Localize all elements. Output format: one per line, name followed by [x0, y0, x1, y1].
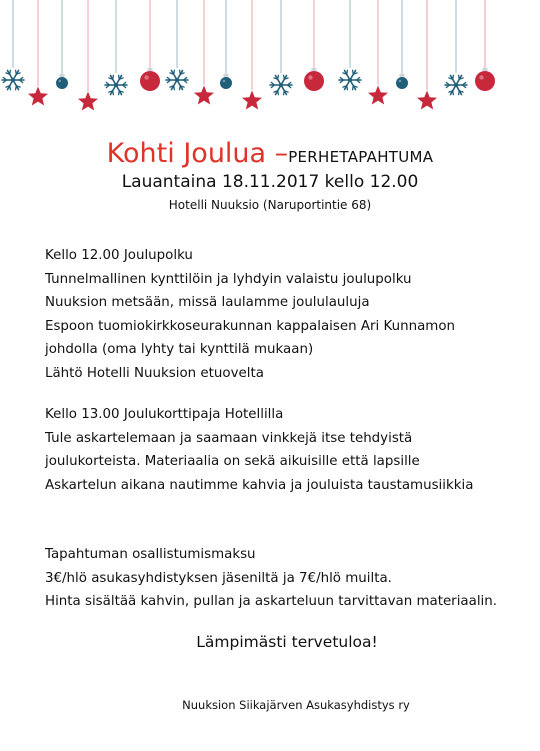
event-venue: Hotelli Nuuksio (Naruportintie 68)	[168, 198, 372, 212]
text-line: Askartelun aikana nautimme kahvia ja jouluista taustamusiikkia	[45, 477, 474, 493]
snowflake-icon	[2, 0, 24, 90]
snowflake-icon	[445, 0, 467, 95]
text-line: joulukorteista. Materiaalia on sekä aikuisille että lapsille	[45, 454, 420, 469]
snowflake-icon	[166, 0, 188, 90]
welcome-text: Lämpimästi tervetuloa!	[196, 633, 378, 651]
text-line: Hinta sisältää kahvin, pullan ja askarteluun tarvittavan materiaalin.	[45, 594, 498, 609]
snowflake-icon	[339, 0, 361, 90]
title-main: Kohti Joulua	[106, 138, 267, 169]
text-line: Kello 13.00 Joulukorttipaja Hotellilla	[45, 407, 284, 422]
bauble-icon	[56, 0, 68, 89]
text-line: Tule askartelemaan ja saamaan vinkkejä itse tehdyistä	[45, 430, 413, 446]
section-joulukorttipaja	[45, 403, 473, 497]
text-line: Nuuksion metsään, missä laulamme joululauluja	[45, 295, 370, 310]
text-line: Tunnelmallinen kynttilöin ja lyhdyin valaistu joulupolku	[45, 271, 412, 287]
signature: Nuuksion Siikajärven Asukasyhdistys ry	[182, 698, 410, 712]
title-sub: PERHETAPAHTUMA	[288, 148, 434, 166]
text-line: Lähtö Hotelli Nuuksion etuovelta	[45, 365, 264, 381]
text-line: 3€/hlö asukasyhdistyksen jäseniltä ja 7€/hlö muilta.	[45, 570, 392, 586]
ornament-garland	[0, 0, 540, 120]
bauble-icon	[140, 0, 160, 91]
star-ornament-icon	[242, 0, 262, 110]
star-ornament-icon	[78, 0, 98, 111]
section-joulupolku	[45, 244, 455, 385]
title-dash: –	[266, 138, 289, 169]
star-ornament-icon	[28, 0, 48, 106]
section-fee	[45, 543, 497, 614]
event-title	[0, 138, 540, 169]
bauble-icon	[220, 0, 232, 89]
bauble-icon	[396, 0, 408, 89]
text-line: johdolla (oma lyhty tai kynttilä mukaan)	[45, 342, 314, 357]
star-ornament-icon	[368, 0, 388, 105]
text-line: Kello 12.00 Joulupolku	[45, 248, 193, 263]
bauble-icon	[304, 0, 324, 91]
snowflake-icon	[105, 0, 127, 95]
bauble-icon	[475, 0, 495, 91]
text-line: Tapahtuman osallistumismaksu	[45, 547, 256, 562]
star-ornament-icon	[194, 0, 214, 105]
text-line: Espoon tuomiokirkkoseurakunnan kappalaisen Ari Kunnamon	[45, 318, 456, 334]
snowflake-icon	[270, 0, 292, 95]
star-ornament-icon	[417, 0, 437, 110]
event-date-time: Lauantaina 18.11.2017 kello 12.00	[121, 172, 419, 192]
